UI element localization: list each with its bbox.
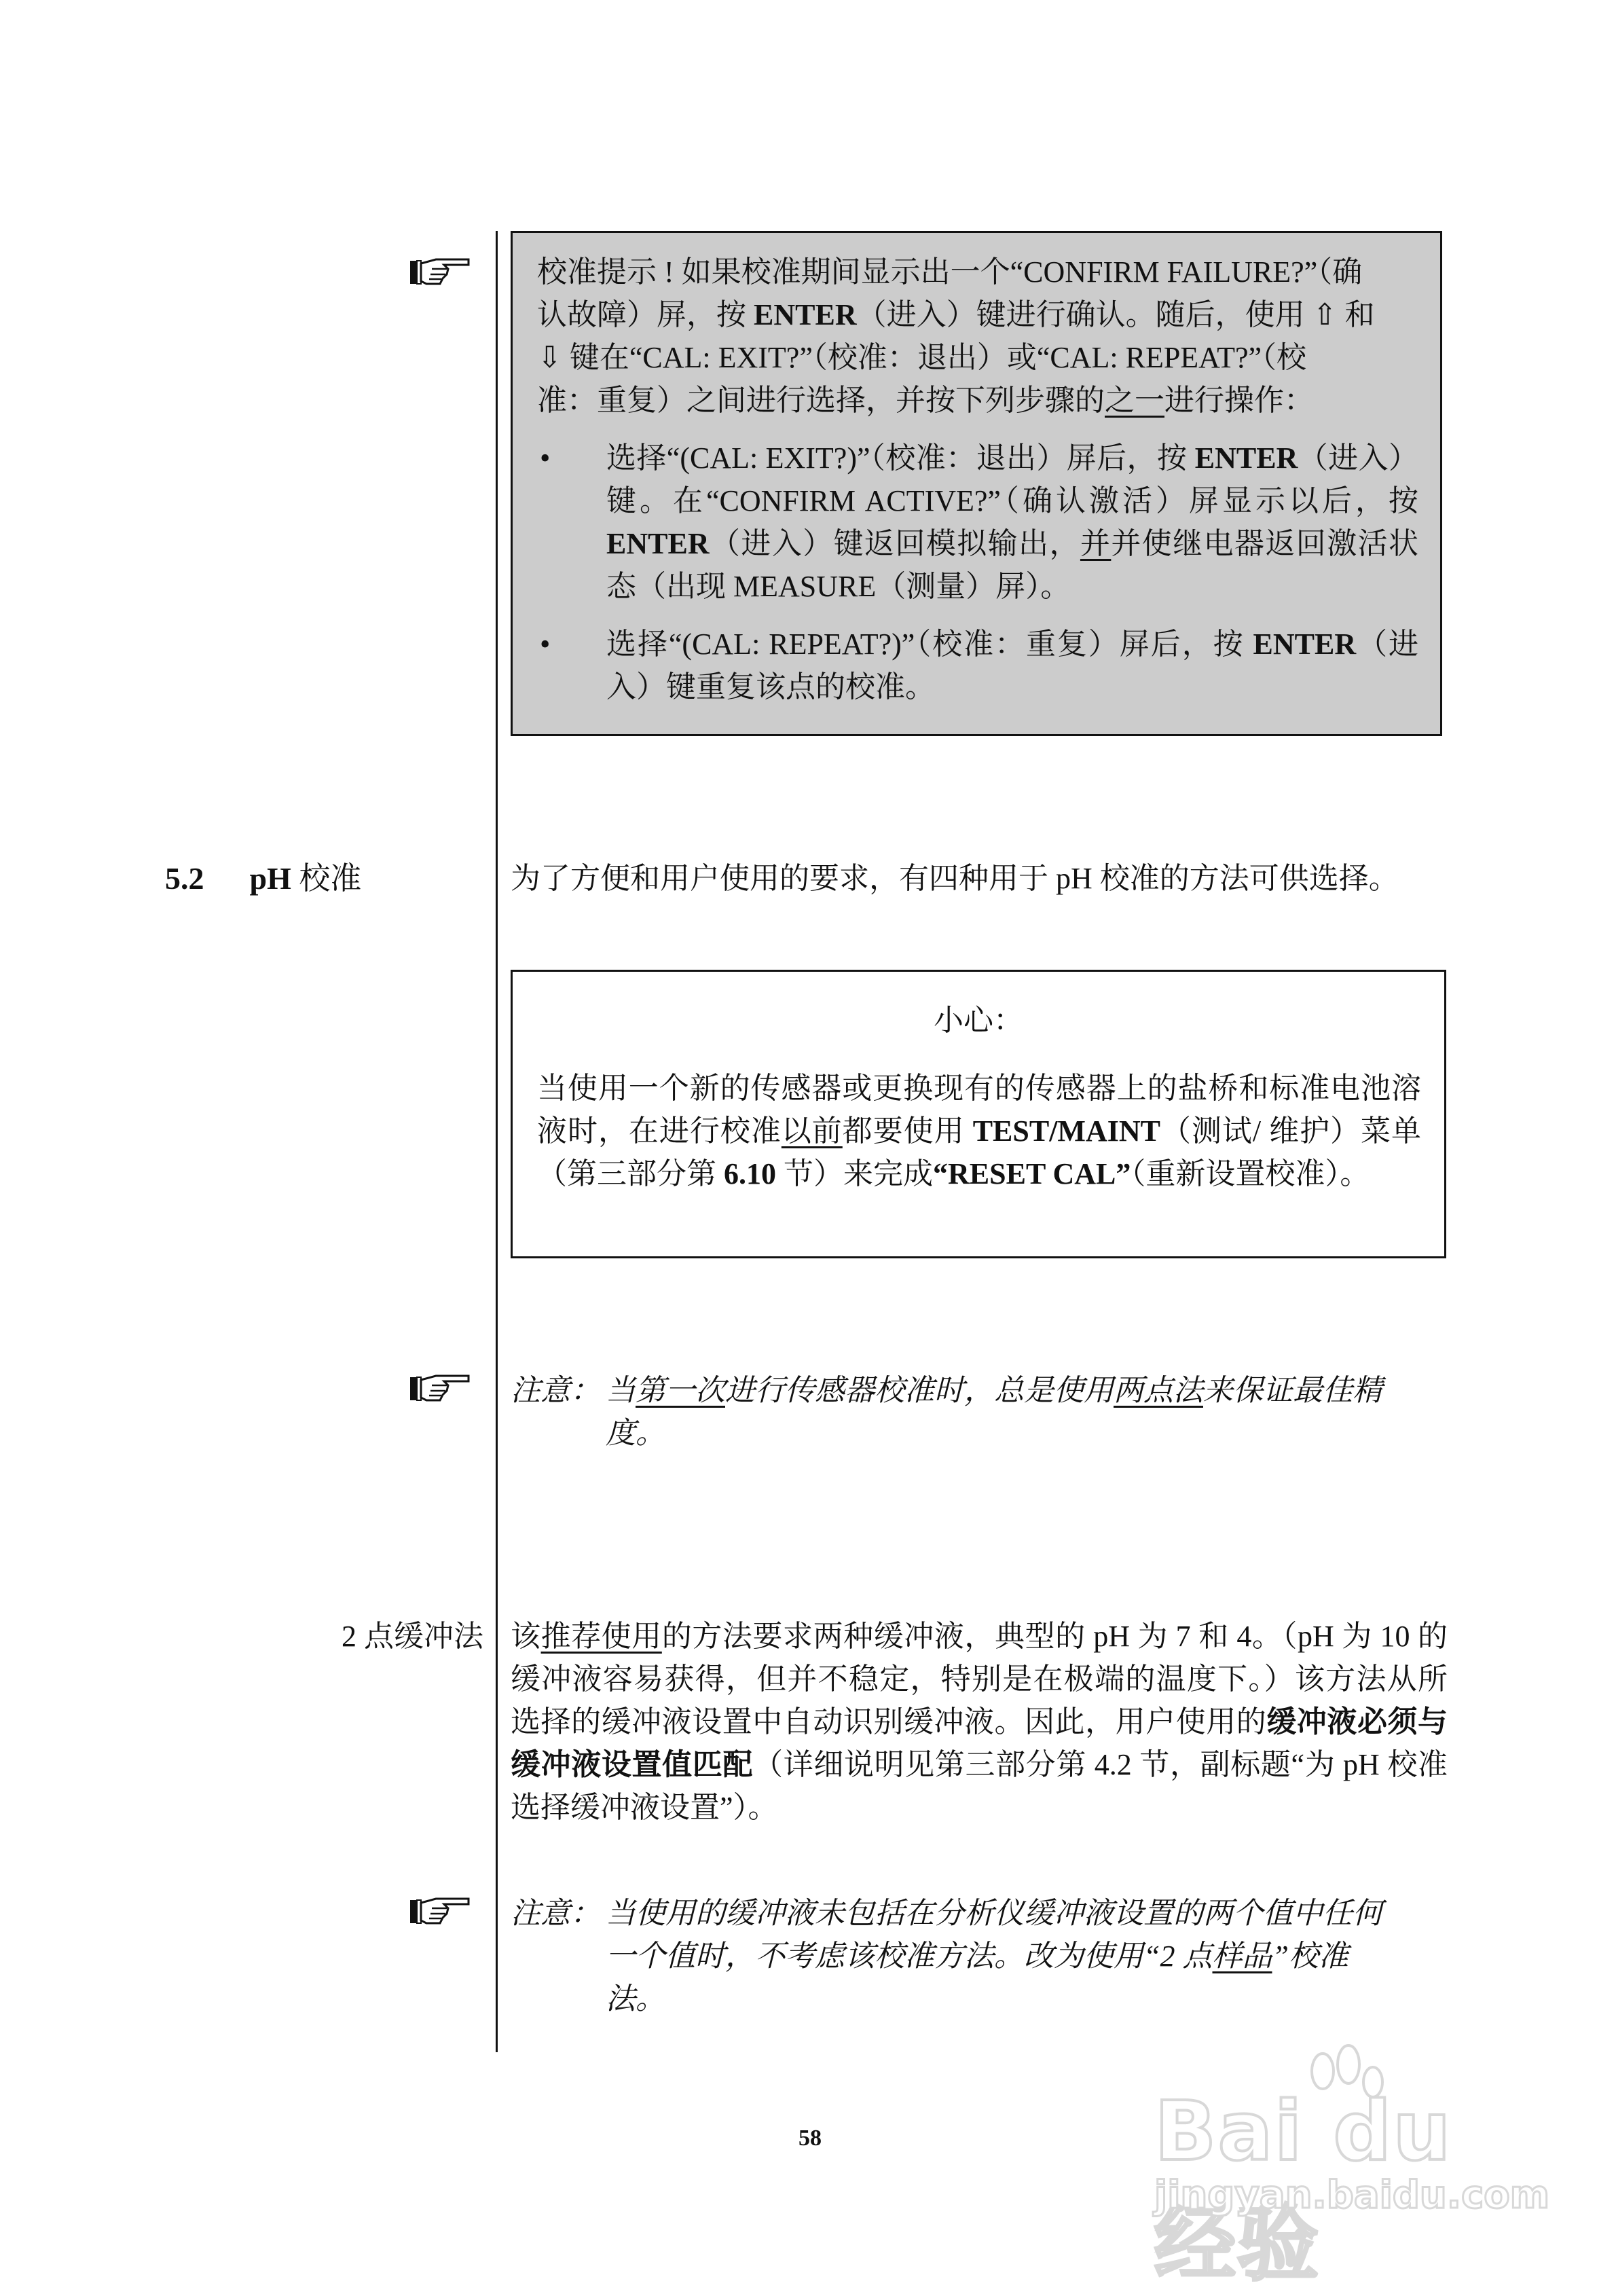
bullet-text: （进入）键重复该点的校准。 — [606, 627, 1419, 704]
enter-key-label: ENTER — [1253, 627, 1357, 661]
underlined-text: 样品 — [1212, 1939, 1272, 1973]
page-number: 58 — [798, 2126, 822, 2151]
watermark-url: jingyan.baidu.com — [1154, 2173, 1550, 2217]
caution-text: 都要使用 — [842, 1114, 973, 1148]
caution-box — [511, 970, 1446, 1258]
note-text: 法。 — [606, 1982, 665, 2016]
note-label: 注意： — [511, 1374, 600, 1407]
method-text: （详细说明见第三部分第 4.2 节，副标题“为 pH 校准选择缓冲液设置”）。 — [511, 1748, 1448, 1824]
bullet-text: 选择“(CAL: EXIT?)”（校准：退出）屏后，按 — [606, 441, 1195, 475]
method-text: 该 — [511, 1620, 541, 1653]
underlined-text: 推荐使用 — [540, 1620, 662, 1653]
bullet-text: （进入）键返回模拟输出， — [709, 527, 1080, 560]
underlined-text: 并 — [1080, 527, 1112, 560]
note-first-calibration — [511, 1369, 1448, 1455]
caution-text: （重新设置校准）。 — [1131, 1157, 1370, 1190]
caution-text: 当使用一个新的传感器或更换现有的传感器上的盐桥和标准电池溶液时，在进行校准 — [537, 1072, 1421, 1148]
section-title: pH — [249, 861, 291, 896]
note-text: ”校准 — [1272, 1939, 1348, 1973]
tip-line: 认故障）屏，按 — [537, 298, 754, 331]
caution-text: （测试/ 维护）菜单（第三部分第 — [537, 1114, 1422, 1190]
bullet-icon: • — [540, 441, 551, 475]
calibration-tip-box — [511, 231, 1442, 736]
enter-key-label: ENTER — [754, 298, 857, 331]
bullet-text: 并使继电器返回激活状态（出现 MEASURE（测量）屏）。 — [606, 527, 1419, 603]
command-name: “RESET CAL” — [933, 1157, 1131, 1190]
pointing-hand-icon — [409, 255, 471, 288]
underlined-text: 以前 — [781, 1114, 843, 1148]
underlined-text: 两点法 — [1114, 1374, 1203, 1407]
section-intro: 为了方便和用户使用的要求，有四种用于 pH 校准的方法可供选择。 — [511, 862, 1399, 895]
pointing-hand-icon — [409, 1372, 471, 1404]
tip-line: ⇩ 键在“CAL: EXIT?”（校准：退出）或“CAL: REPEAT?”（校 — [537, 341, 1307, 374]
column-divider-rule — [496, 231, 498, 2052]
note-text: 度。 — [606, 1417, 665, 1450]
baidu-watermark — [1154, 2044, 1550, 2292]
enter-key-label: ENTER — [1194, 441, 1298, 475]
method-description — [511, 1615, 1448, 1829]
section-number: 5.2 — [165, 861, 204, 896]
caution-text: 节）来完成 — [776, 1157, 933, 1190]
tip-bullet-exit — [537, 437, 1418, 608]
note-text: 一个值时，不考虑该校准方法。改为使用“2 点 — [606, 1939, 1213, 1973]
underlined-text: 之一 — [1105, 384, 1164, 417]
section-reference: 6.10 — [724, 1157, 776, 1190]
caution-title: 小心： — [934, 1004, 1023, 1037]
tip-line: 校准提示 ! 如果校准期间显示出一个“CONFIRM FAILURE?”（确 — [537, 255, 1363, 289]
note-buffer-not-included — [511, 1892, 1448, 2020]
note-text: 当使用的缓冲液未包括在分析仪缓冲液设置的两个值中任何 — [606, 1897, 1382, 1930]
watermark-brand: Bai du 经验 — [1154, 2085, 1452, 2292]
underlined-text: 第一次 — [636, 1374, 725, 1407]
enter-key-label: ENTER — [606, 527, 710, 560]
note-text: 来保证最佳精 — [1203, 1374, 1382, 1407]
tip-line: 准：重复）之间进行选择，并按下列步骤的 — [537, 384, 1105, 417]
note-text: 进行传感器校准时，总是使用 — [725, 1374, 1114, 1407]
pointing-hand-icon — [409, 1895, 471, 1927]
method-text: 的方法要求两种缓冲液，典型的 pH 为 7 和 4。（pH 为 10 的缓冲液容易获得，但并不稳定，特别是在极端的温度下。）该方法从所选择的缓冲液设置中自动识别缓冲液。因此，用户使用的 — [511, 1620, 1448, 1738]
caution-body — [537, 1067, 1421, 1195]
bullet-icon: • — [540, 627, 551, 661]
bullet-text: 选择“(CAL: REPEAT?)”（校准：重复）屏后，按 — [606, 627, 1253, 661]
calibration-tip-text — [537, 251, 1418, 708]
tip-line: 进行操作： — [1164, 384, 1314, 417]
note-label: 注意： — [511, 1897, 600, 1930]
section-heading — [165, 857, 361, 900]
tip-bullet-repeat — [537, 623, 1418, 708]
method-label: 2 点缓冲法 — [342, 1620, 483, 1653]
emphasized-text: 缓冲液必须与缓冲液设置值匹配 — [511, 1705, 1448, 1781]
bullet-text: （进入）键。在“CONFIRM ACTIVE?”（确认激活）屏显示以后，按 — [606, 441, 1418, 517]
section-title: 校准 — [291, 861, 362, 896]
note-text: 当 — [606, 1374, 636, 1407]
tip-line: （进入）键进行确认。随后，使用 ⇧ 和 — [856, 298, 1375, 331]
menu-name: TEST/MAINT — [972, 1114, 1160, 1148]
